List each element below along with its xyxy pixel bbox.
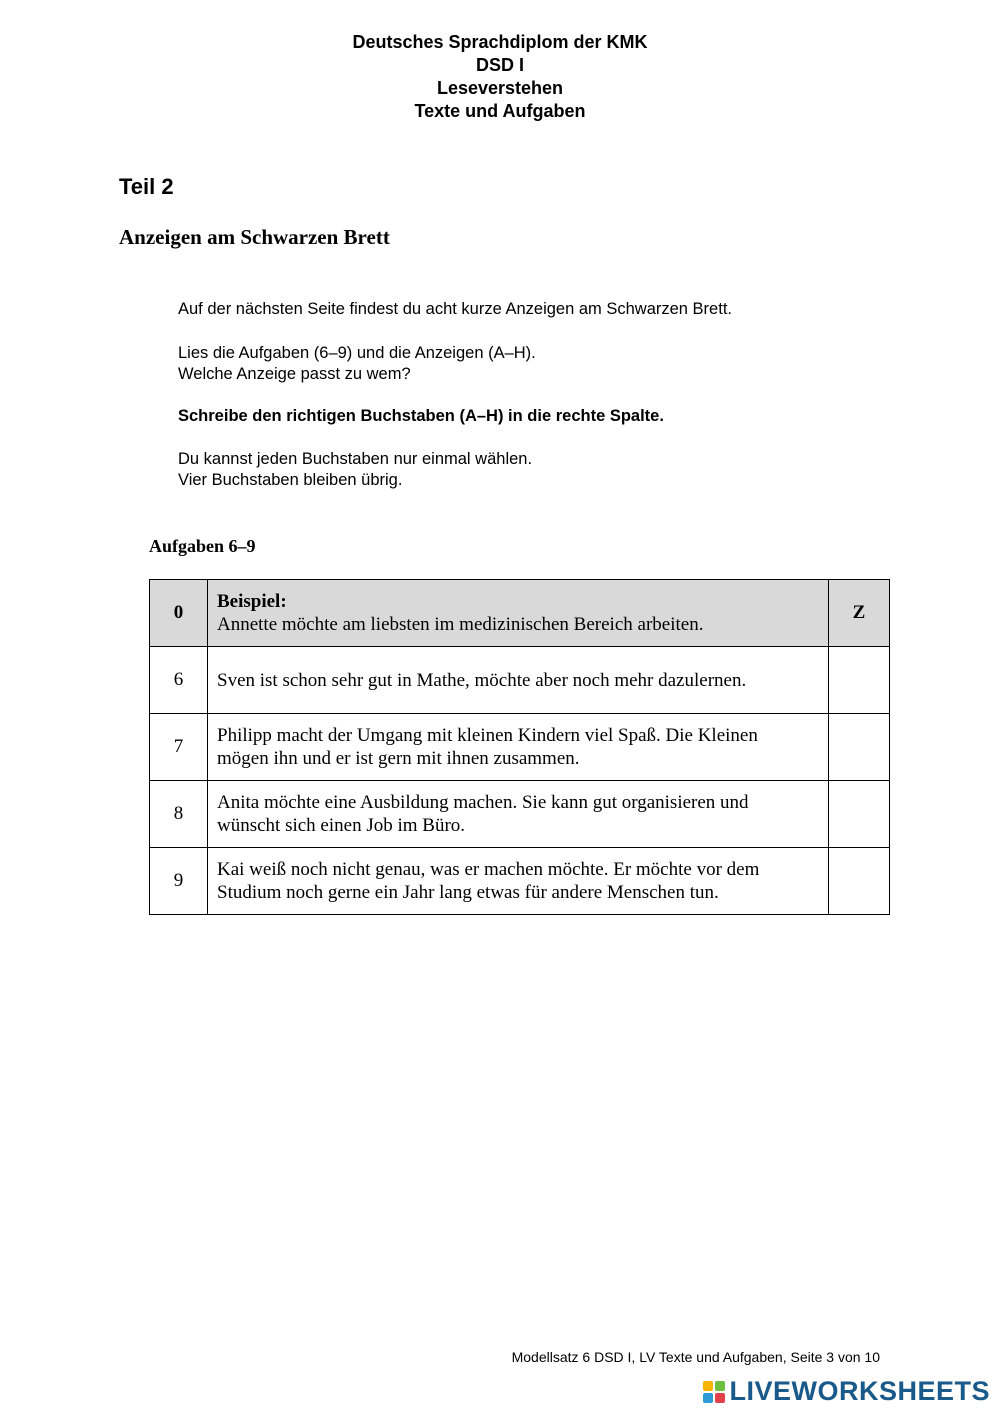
task-text-cell <box>208 647 829 714</box>
example-answer: Z <box>829 580 890 647</box>
instruction-4b: Vier Buchstaben bleiben übrig. <box>178 471 403 489</box>
task-text-line: mögen ihn und er ist gern mit ihnen zusammen. <box>217 748 580 769</box>
header-line-3: Leseverstehen <box>436 78 564 98</box>
example-label: Beispiel: <box>217 591 287 612</box>
instruction-4 <box>178 449 532 491</box>
instruction-2 <box>178 343 536 385</box>
task-text-line: wünscht sich einen Job im Büro. <box>217 815 466 836</box>
task-text-cell <box>208 781 829 848</box>
answer-field[interactable] <box>829 714 890 781</box>
document-header <box>0 31 1000 123</box>
table-row <box>150 781 890 848</box>
task-text-cell <box>208 848 829 915</box>
task-number: 6 <box>150 647 208 714</box>
task-number: 7 <box>150 714 208 781</box>
task-text-line: Anita möchte eine Ausbildung machen. Sie kann gut organisieren und <box>217 792 749 813</box>
logo-tile <box>715 1393 725 1403</box>
tasks-table <box>149 579 890 915</box>
logo-tile <box>703 1381 713 1391</box>
instruction-2b: Welche Anzeige passt zu wem? <box>178 365 411 383</box>
task-text-line: Kai weiß noch nicht genau, was er machen möchte. Er möchte vor dem <box>217 859 760 880</box>
task-text-line: Studium noch gerne ein Jahr lang etwas für andere Menschen tun. <box>217 882 719 903</box>
table-row <box>150 714 890 781</box>
section-subtitle: Anzeigen am Schwarzen Brett <box>119 225 390 249</box>
section-title: Teil 2 <box>119 174 174 199</box>
logo-tile <box>715 1381 725 1391</box>
header-line-1: Deutsches Sprachdiplom der KMK <box>352 32 648 52</box>
task-number: 9 <box>150 848 208 915</box>
table-row <box>150 647 890 714</box>
header-line-2: DSD I <box>475 55 524 75</box>
liveworksheets-logo-icon <box>703 1381 725 1403</box>
task-text-line: Sven ist schon sehr gut in Mathe, möchte aber noch mehr dazulernen. <box>217 669 747 691</box>
task-text-cell <box>208 714 829 781</box>
example-text: Annette möchte am liebsten im medizinischen Bereich arbeiten. <box>217 614 704 635</box>
page-footer: Modellsatz 6 DSD I, LV Texte und Aufgaben, Seite 3 von 10 <box>511 1349 880 1365</box>
brand-text: LIVEWORKSHEETS <box>729 1376 990 1406</box>
instruction-4a: Du kannst jeden Buchstaben nur einmal wählen. <box>178 450 533 468</box>
table-row <box>150 848 890 915</box>
liveworksheets-brand[interactable] <box>703 1376 990 1407</box>
task-number: 8 <box>150 781 208 848</box>
header-line-4: Texte und Aufgaben <box>414 101 586 121</box>
instruction-3: Schreibe den richtigen Buchstaben (A–H) in die rechte Spalte. <box>178 407 664 425</box>
answer-field[interactable] <box>829 848 890 915</box>
instruction-2a: Lies die Aufgaben (6–9) und die Anzeigen (A–H). <box>178 344 536 362</box>
example-text-cell <box>208 580 829 647</box>
instruction-1: Auf der nächsten Seite findest du acht kurze Anzeigen am Schwarzen Brett. <box>178 300 732 318</box>
tasks-heading: Aufgaben 6–9 <box>149 536 256 556</box>
answer-field[interactable] <box>829 647 890 714</box>
task-text-line: Philipp macht der Umgang mit kleinen Kindern viel Spaß. Die Kleinen <box>217 725 758 746</box>
example-row <box>150 580 890 647</box>
example-number: 0 <box>150 580 208 647</box>
answer-field[interactable] <box>829 781 890 848</box>
logo-tile <box>703 1393 713 1403</box>
